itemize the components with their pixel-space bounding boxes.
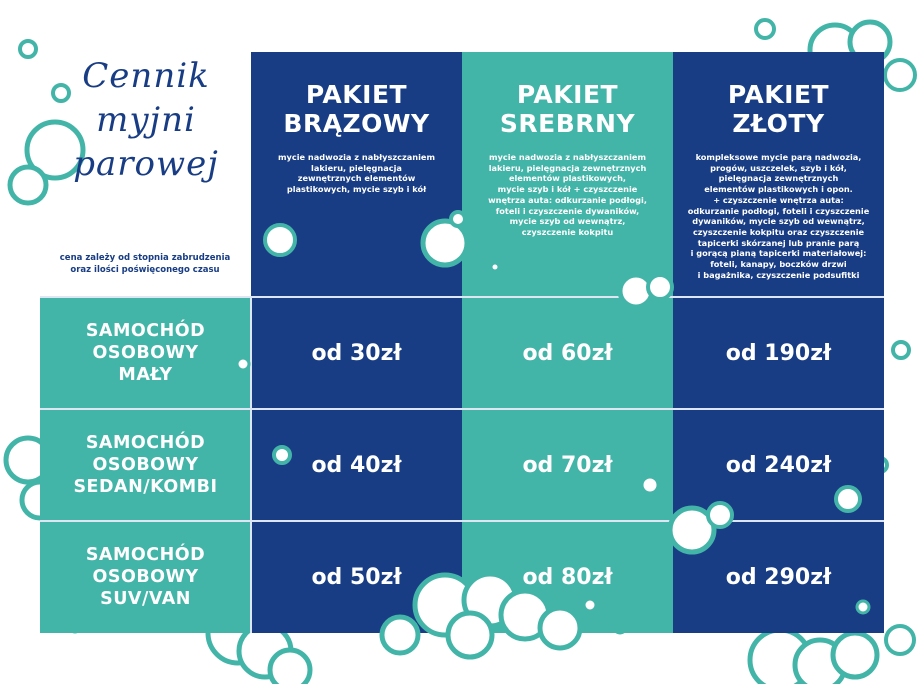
price-cell <box>673 297 884 409</box>
row-label-small-car <box>40 297 251 409</box>
price-cell <box>462 297 673 409</box>
package-title: PAKIET ZŁOTY <box>727 80 830 138</box>
price-cell <box>251 297 462 409</box>
package-title: PAKIET SREBRNY <box>499 80 636 138</box>
package-description: mycie nadwozia z nabłyszczaniem lakieru, pielęgnacja zewnętrznych elementów plastikowych, mycie szyb i kół <box>278 152 435 195</box>
row-label-suv <box>40 521 251 633</box>
price-cell <box>673 521 884 633</box>
page-title: Cennik myjni parowej <box>73 56 219 184</box>
bubble-icon <box>10 167 46 203</box>
price-value: od 40zł <box>311 452 402 478</box>
package-description: mycie nadwozia z nabłyszczaniem lakieru, pielęgnacja zewnętrznych elementów plastikowych, mycie szyb i kół + czyszczenie wnętrza auta: odkurzanie podłogi, foteli i czyszczenie dywaników, mycie szyb od wewnątrz, czyszczenie kokpitu <box>488 152 647 237</box>
bubble-icon <box>833 633 877 677</box>
price-cell <box>673 409 884 521</box>
package-description: kompleksowe mycie parą nadwozia, progów, uszczelek, szyb i kół, pielęgnacja zewnętrznych elementów plastikowych i opon. + czyszczenie wnętrza auta: odkurzanie podłogi, foteli i czyszczenie dywaników, mycie szyb od wewnątrz, czyszczenie kokpitu oraz czyszczenie tapicerki skórzanej lub pranie parą i gorącą pianą tapicerki materiałowej: foteli, kanapy, boczków drzwi i bagażnika, czyszczenie podsufitki <box>687 152 870 280</box>
bubble-icon <box>893 342 909 358</box>
price-value: od 50zł <box>311 564 402 590</box>
price-value: od 290zł <box>725 564 832 590</box>
package-header-gold <box>673 52 884 297</box>
price-value: od 80zł <box>522 564 613 590</box>
price-value: od 240zł <box>725 452 832 478</box>
price-value: od 190zł <box>725 340 832 366</box>
bubble-icon <box>886 626 914 654</box>
price-cell <box>462 409 673 521</box>
bubble-icon <box>885 60 915 90</box>
price-cell <box>251 521 462 633</box>
price-value: od 60zł <box>522 340 613 366</box>
bubble-icon <box>20 41 36 57</box>
row-label-sedan <box>40 409 251 521</box>
package-title: PAKIET BRĄZOWY <box>283 80 430 138</box>
bubble-icon <box>270 650 310 684</box>
package-header-silver <box>462 52 673 297</box>
row-divider <box>40 296 884 298</box>
package-header-brown <box>251 52 462 297</box>
row-divider <box>40 408 884 410</box>
row-label-text: SAMOCHÓD OSOBOWY SEDAN/KOMBI <box>73 433 218 497</box>
price-value: od 70zł <box>522 452 613 478</box>
price-cell <box>251 409 462 521</box>
price-value: od 30zł <box>311 340 402 366</box>
price-cell <box>462 521 673 633</box>
row-label-text: SAMOCHÓD OSOBOWY SUV/VAN <box>85 545 206 609</box>
price-note: cena zależy od stopnia zabrudzenia oraz ilości poświęconego czasu <box>59 253 231 275</box>
column-divider <box>250 297 252 633</box>
row-label-text: SAMOCHÓD OSOBOWY MAŁY <box>85 321 206 385</box>
bubble-icon <box>756 20 774 38</box>
row-divider <box>40 520 884 522</box>
